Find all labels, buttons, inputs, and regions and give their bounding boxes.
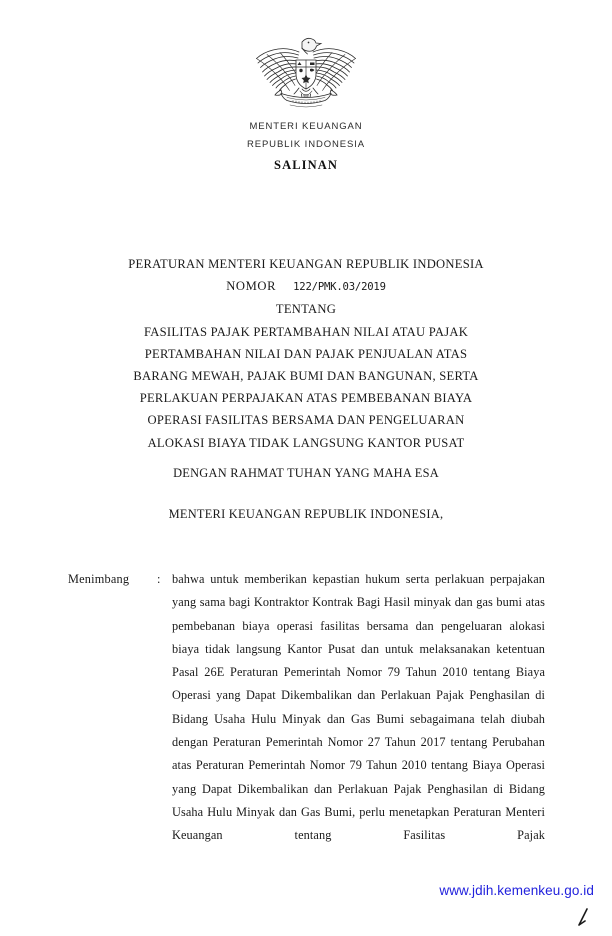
subject-line-5: OPERASI FASILITAS BERSAMA DAN PENGELUARAN <box>147 413 465 428</box>
jdih-website-url[interactable]: www.jdih.kemenkeu.go.id <box>439 883 594 898</box>
ministry-name-line-2: REPUBLIK INDONESIA <box>246 138 366 150</box>
regulation-number-line <box>0 275 612 298</box>
copy-marker: SALINAN <box>274 158 338 172</box>
garuda-pancasila-emblem <box>250 30 362 116</box>
tentang-label: TENTANG <box>275 302 337 317</box>
considering-text: bahwa untuk memberikan kepastian hukum serta perlakuan perpajakan yang sama bagi Kontraktor Kontrak Bagi Hasil minyak dan gas bumi atas pembebanan biaya operasi fasilitas bersama dan pengeluaran alokasi biaya tidak langsung Kantor Pusat dan untuk melaksanakan ketentuan Pasal 26E Peraturan Pemerintah Nomor 79 Tahun 2010 tentang Biaya Operasi yang Dapat Dikembalikan dan Perlakuan Pajak Penghasilan di Bidang Usaha Hulu Minyak dan Gas Bumi sebagaimana telah diubah dengan Peraturan Pemerintah Nomor 27 Tahun 2017 tentang Perubahan atas Peraturan Pemerintah Nomor 79 Tahun 2010 tentang Biaya Operasi yang Dapat Dikembalikan dan Perlakuan Pajak Penghasilan di Bidang Usaha Hulu Minyak dan Gas Bumi, perlu menetapkan Peraturan Menteri Keuangan tentang Fasilitas Pajak <box>172 572 545 843</box>
considering-row <box>0 568 612 871</box>
considering-clause <box>0 568 612 871</box>
blessing-line: DENGAN RAHMAT TUHAN YANG MAHA ESA <box>173 466 439 480</box>
scan-ink-mark <box>576 908 590 928</box>
subject-line-6: ALOKASI BIAYA TIDAK LANGSUNG KANTOR PUSAT <box>147 435 465 450</box>
letterhead <box>0 30 612 173</box>
nomor-value: 122/PMK.03/2019 <box>293 281 386 294</box>
regulation-title-block <box>0 253 612 454</box>
considering-label: Menimbang <box>68 572 130 586</box>
subject-line-4: PERLAKUAN PERPAJAKAN ATAS PEMBEBANAN BIAYA <box>139 391 473 406</box>
issuing-authority-line: MENTERI KEUANGAN REPUBLIK INDONESIA, <box>168 507 444 521</box>
regulation-heading: PERATURAN MENTERI KEUANGAN REPUBLIK INDONESIA <box>128 257 484 271</box>
subject-line-2: PERTAMBAHAN NILAI DAN PAJAK PENJUALAN ATAS <box>144 346 468 361</box>
subject-line-3: BARANG MEWAH, PAJAK BUMI DAN BANGUNAN, SERTA <box>133 369 479 384</box>
ministry-name-line-1: MENTERI KEUANGAN <box>249 121 363 132</box>
considering-colon: : <box>157 572 161 586</box>
nomor-label: NOMOR <box>226 279 277 294</box>
subject-line-1: FASILITAS PAJAK PERTAMBAHAN NILAI ATAU PAJAK <box>143 324 469 339</box>
